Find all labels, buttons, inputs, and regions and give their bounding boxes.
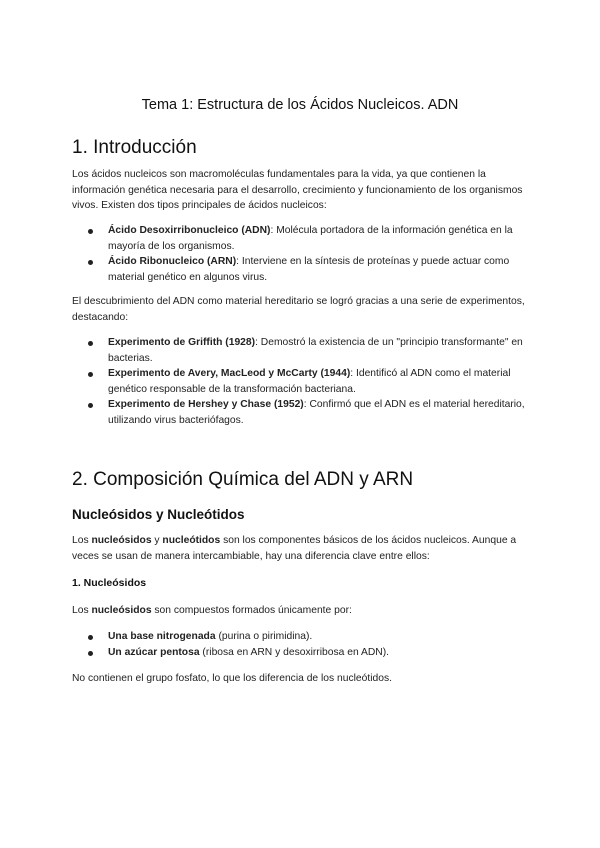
list-item: [72, 629, 528, 645]
intro-heading: 1. Introducción: [72, 137, 197, 158]
bullet-icon: [88, 260, 93, 265]
list-item-text: : Demostró la existencia de un "principio transformante" en bacterias.: [108, 337, 523, 364]
nucleoside-components-list: [72, 629, 528, 660]
list-item-text: : Interviene en la síntesis de proteínas y puede actuar como material genético en algunos virus.: [108, 256, 510, 283]
text-span: Los: [72, 535, 92, 546]
experiments-list: [72, 335, 528, 428]
composition-paragraph-2: [72, 603, 528, 619]
list-item-term: Experimento de Hershey y Chase (1952): [108, 399, 304, 410]
list-item-text: (purina o pirimidina).: [215, 631, 313, 642]
bullet-icon: [88, 403, 93, 408]
text-span: son compuestos formados únicamente por:: [151, 605, 352, 616]
document-title: Tema 1: Estructura de los Ácidos Nucleicos. ADN: [141, 97, 459, 113]
list-item: [72, 397, 528, 428]
list-item-term: Un azúcar pentosa: [108, 646, 200, 658]
nucleic-acid-types-list: [72, 223, 528, 285]
bullet-icon: [88, 372, 93, 377]
list-item-text: (ribosa en ARN y desoxirribosa en ADN).: [199, 646, 389, 658]
bullet-icon: [88, 229, 93, 234]
composition-paragraph-3: No contienen el grupo fosfato, lo que los diferencia de los nucleótidos.: [72, 673, 392, 684]
list-item-term: Experimento de Griffith (1928): [108, 337, 256, 348]
list-item: [72, 335, 528, 366]
term-nucleosidos: nucleósidos: [91, 535, 152, 546]
term-nucleosidos: nucleósidos: [91, 605, 152, 616]
text-span: Los: [72, 605, 92, 616]
text-span: y: [151, 535, 163, 546]
list-item: [72, 254, 528, 285]
list-item: [72, 366, 528, 397]
nucleosidos-heading: 1. Nucleósidos: [72, 577, 147, 589]
term-nucleotidos: nucleótidos: [162, 535, 221, 546]
text-span: son los componentes básicos de los ácidos nucleicos. Aunque a veces se usan de manera intercambiable, hay una diferencia clave entre ellos:: [72, 535, 517, 562]
bullet-icon: [88, 635, 93, 640]
composition-subheading: Nucleósidos y Nucleótidos: [72, 507, 245, 522]
list-item-text: : Confirmó que el ADN es el material hereditario, utilizando virus bacteriófagos.: [108, 399, 525, 426]
list-item-term: Experimento de Avery, MacLeod y McCarty (1944): [108, 368, 351, 379]
bullet-icon: [88, 341, 93, 346]
list-item: [72, 223, 528, 254]
list-item-text: : Molécula portadora de la información genética en la mayoría de los organismos.: [108, 225, 513, 252]
list-item-term: Ácido Ribonucleico (ARN): [108, 256, 237, 267]
intro-paragraph-2: El descubrimiento del ADN como material hereditario se logró gracias a una serie de experimentos, destacando:: [72, 296, 525, 323]
composition-heading: 2. Composición Química del ADN y ARN: [72, 469, 414, 490]
list-item-text: : Identificó al ADN como el material genético responsable de la transformación bacteriana.: [108, 368, 511, 395]
list-item-term: Ácido Desoxirribonucleico (ADN): [108, 225, 271, 236]
list-item: [72, 645, 528, 661]
composition-paragraph-1: [72, 533, 528, 564]
bullet-icon: [88, 651, 93, 656]
list-item-term: Una base nitrogenada: [108, 631, 216, 642]
intro-paragraph-1: Los ácidos nucleicos son macromoléculas fundamentales para la vida, ya que contienen la información genética necesaria para el desarrollo, crecimiento y funcionamiento de los organismos vivos. Existen dos tipos principales de ácidos nucleicos:: [72, 169, 523, 211]
